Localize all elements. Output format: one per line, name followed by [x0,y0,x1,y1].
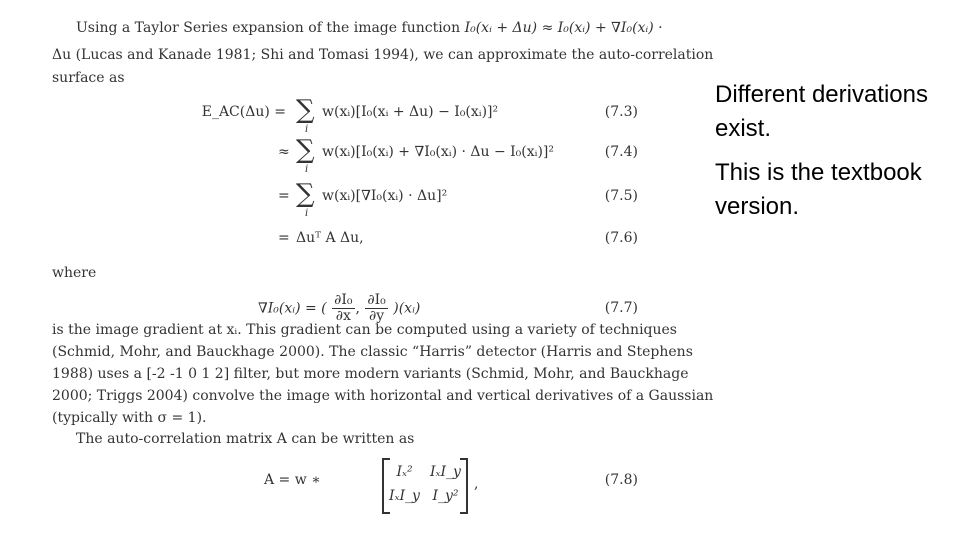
matrix-tail: , [474,476,479,492]
equation-number: (7.3) [604,104,638,120]
paragraph-line: is the image gradient at xᵢ. This gradient can be computed using a variety of techniques [52,322,677,338]
summation-index: i [305,164,309,175]
matrix-cell: Iₓ² [396,464,413,480]
equation-rhs: Δuᵀ A Δu, [296,230,364,246]
matrix-intro: The auto-correlation matrix A can be written as [76,431,415,447]
paragraph-line: 2000; Triggs 2004) convolve the image with horizontal and vertical derivatives of a Gaussian [52,388,714,404]
fraction-denominator: ∂y [369,308,385,324]
equation-rhs: w(xᵢ)[I₀(xᵢ + Δu) − I₀(xᵢ)]² [322,104,499,120]
gradient-equation: ∇I₀(xᵢ) = ( $\frac{\text{∂I₀}}{\partial x}$ , $\frac{\text{∂I₀}}{\partial y}$ )(xᵢ) [258,292,421,324]
textbook-excerpt [52,20,714,520]
intro-line-1 [76,20,663,36]
equation-number: (7.4) [604,144,638,160]
equation-7-3 [52,95,646,135]
equation-rhs: w(xᵢ)[I₀(xᵢ) + ∇I₀(xᵢ) · Δu − I₀(xᵢ)]² [322,144,555,160]
summation-index: i [305,124,309,135]
equation-7-8 [52,464,646,510]
slide-notes [715,78,955,234]
taylor-expression: I₀(xᵢ + Δu) ≈ I₀(xᵢ) + ∇I₀(xᵢ) · [464,20,663,36]
intro-text: Using a Taylor Series expansion of the image function [76,20,461,36]
equation-number: (7.5) [604,188,638,204]
intro-line-3: surface as [52,70,125,86]
where-label: where [52,265,97,281]
paragraph-line: (Schmid, Mohr, and Bauckhage 2000). The classic “Harris” detector (Harris and Stephens [52,344,693,360]
paragraph-line: 1988) uses a [-2 -1 0 1 2] filter, but more modern variants (Schmid, Mohr, and Bauckhage [52,366,689,382]
equation-7-4 [52,135,646,175]
matrix-cell: IₓI_y [430,464,461,480]
matrix-lhs: A = w ∗ [264,472,321,488]
equation-operator: ≈ [278,144,290,160]
gradient-rhs: )(xᵢ) [393,300,421,317]
equation-number: (7.7) [604,300,638,316]
note-derivations: Different derivations exist. [715,81,928,142]
partial-y-fraction [365,293,387,324]
gradient-lhs: ∇I₀(xᵢ) = ( [258,300,327,317]
equation-operator: = [278,230,290,246]
intro-line-2: Δu (Lucas and Kanade 1981; Shi and Tomasi 1994), we can approximate the auto-correlation [52,47,714,63]
matrix-cell: I_y² [432,488,459,504]
equation-lhs: E_AC(Δu) = [201,104,286,120]
partial-x-fraction [332,293,354,324]
summation-symbol: ∑ [296,135,315,165]
note-textbook-version: This is the textbook version. [715,159,922,220]
summation-symbol: ∑ [296,95,315,125]
fraction-numerator: ∂I₀ [334,292,353,308]
summation-index: i [305,208,309,219]
paragraph-line: (typically with σ = 1). [52,410,207,426]
equation-rhs: w(xᵢ)[∇I₀(xᵢ) · Δu]² [322,188,448,204]
fraction-denominator: ∂x [335,308,351,324]
equation-7-6 [52,230,646,260]
equation-7-5 [52,179,646,219]
equation-number: (7.8) [604,472,638,488]
summation-symbol: ∑ [296,179,315,209]
matrix-cell: IₓI_y [389,488,420,504]
equation-number: (7.6) [604,230,638,246]
equation-operator: = [278,188,290,204]
fraction-numerator: ∂I₀ [367,292,386,308]
auto-correlation-matrix [382,458,468,514]
